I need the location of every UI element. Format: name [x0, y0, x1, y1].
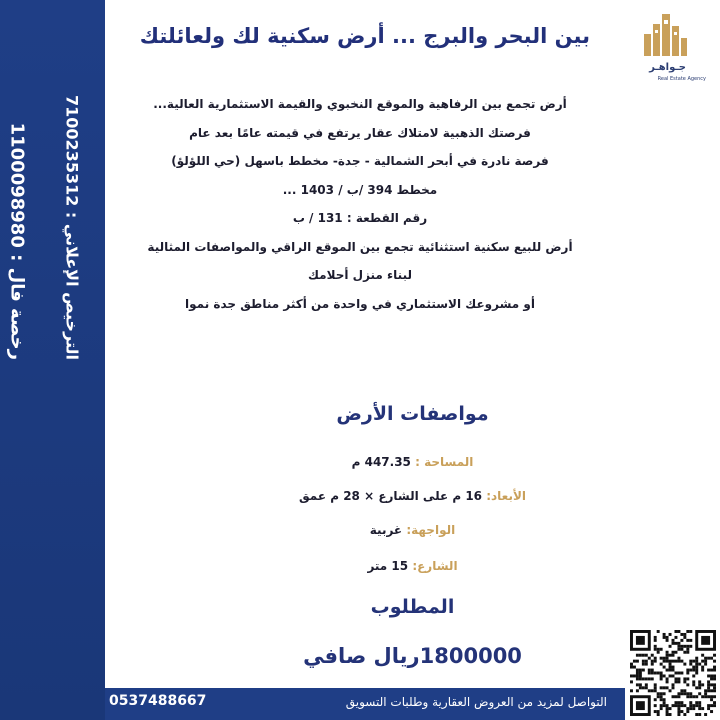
- contact-cta: التواصل لمزيد من العروض العقارية وطلبات التسويق: [345, 695, 607, 709]
- qr-code[interactable]: [630, 630, 716, 716]
- phone-number[interactable]: 0537488667: [109, 693, 207, 709]
- paragraph: لبناء منزل أحلامك: [308, 268, 412, 282]
- logo-subtitle: Real Estate Agency: [657, 76, 706, 82]
- spec-label: الأبعاد:: [486, 489, 527, 503]
- headline: بين البحر والبرج ... أرض سكنية لك ولعائلتك: [139, 24, 590, 48]
- paragraph: أرض للبيع سكنية استثنائية تجمع بين الموقع الراقي والمواصفات المثالية: [147, 239, 573, 254]
- spec-value: 447.35 م: [351, 455, 416, 469]
- spec-label: المساحة :: [415, 455, 474, 469]
- spec-area: [105, 455, 720, 469]
- spec-dimensions: [105, 489, 720, 503]
- contact-footer: [105, 688, 625, 720]
- specs-title: مواصفات الأرض: [336, 403, 489, 425]
- license-sidebar: رخصة فال : 1100098980 الترخيص الإعلاني : 7100235312: [0, 0, 105, 720]
- spec-value: غربية: [369, 523, 407, 537]
- paragraph: أو مشروعك الاستثماري في واحدة من أكثر مناطق جدة نموا: [185, 296, 535, 311]
- requested-title: المطلوب: [370, 596, 455, 618]
- spec-value: 16 م على الشارع × 28 م عمق: [298, 489, 487, 503]
- spec-facade: [105, 523, 720, 537]
- paragraph: مخطط 394 /ب / 1403 ...: [282, 182, 438, 197]
- paragraph: فرصة نادرة في أبحر الشمالية - جدة- مخطط باسهل (حي اللؤلؤ): [171, 154, 549, 168]
- building-logo-icon: [640, 12, 690, 62]
- price: 1800000ريال صافي: [303, 644, 522, 668]
- spec-label: الشارع:: [412, 559, 458, 573]
- paragraph: رقم القطعة : 131 / ب: [292, 211, 428, 225]
- paragraph: أرض تجمع بين الرفاهية والموقع النخبوي والقيمة الاستثمارية العالية...: [153, 97, 567, 111]
- spec-street: [105, 559, 720, 573]
- spec-value: 15 متر: [367, 559, 413, 573]
- logo-name: جـواهـر: [649, 62, 686, 73]
- company-logo: [622, 12, 712, 82]
- description: [110, 90, 610, 318]
- qr-code-icon: [630, 630, 716, 716]
- paragraph: فرصتك الذهبية لامتلاك عقار يرتفع في قيمته عامًا بعد عام: [189, 125, 531, 140]
- spec-label: الواجهة:: [406, 523, 456, 537]
